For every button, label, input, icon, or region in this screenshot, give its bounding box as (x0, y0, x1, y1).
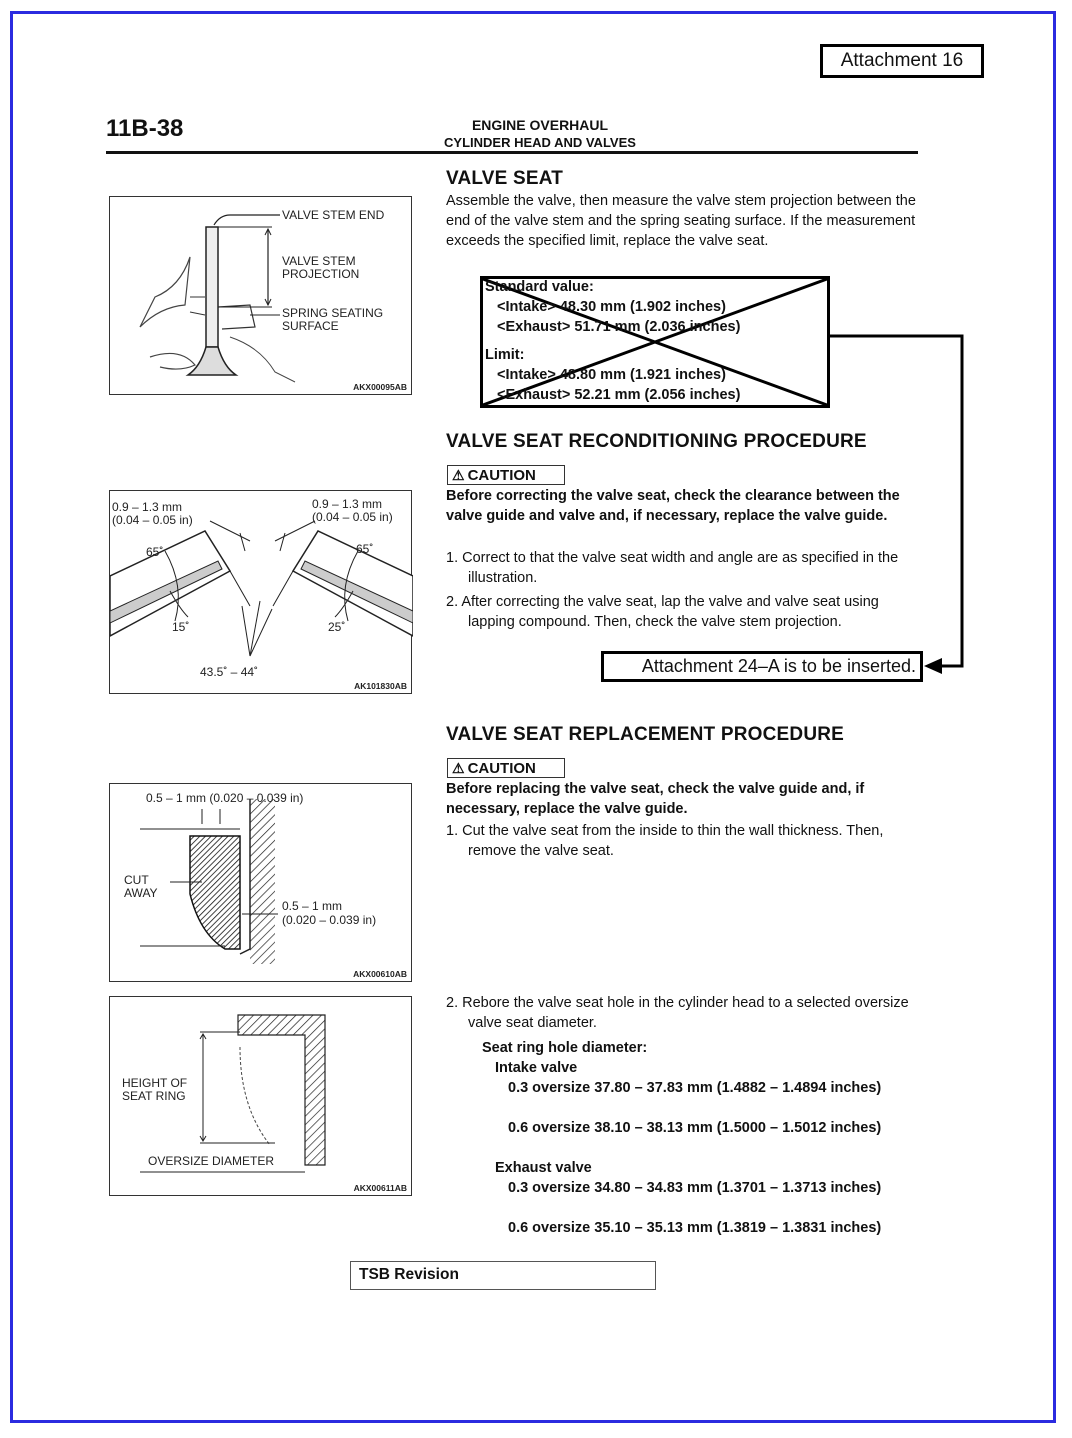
intake-valve-label: Intake valve (495, 1060, 578, 1076)
label-width-left-in: (0.04 – 0.05 in) (112, 513, 193, 527)
attachment-label: Attachment 16 (820, 44, 984, 78)
figure-code: AKX00095AB (353, 382, 407, 392)
label-valve-stem: VALVE STEM (282, 254, 356, 268)
recond-caution-label (447, 465, 565, 485)
header-section: ENGINE OVERHAUL (471, 117, 609, 133)
label-width-right-in: (0.04 – 0.05 in) (312, 510, 393, 524)
recond-steps (446, 548, 918, 636)
warning-triangle-icon: ⚠ (452, 467, 465, 483)
intake-06-oversize: 0.6 oversize 38.10 – 38.13 mm (1.5000 – 1.5012 inches) (508, 1120, 882, 1136)
standard-value-label: Standard value: (485, 279, 594, 295)
limit-label: Limit: (485, 347, 525, 363)
recond-title: VALVE SEAT RECONDITIONING PROCEDURE (446, 431, 867, 452)
label-away: AWAY (124, 886, 158, 900)
label-oversize-diameter: OVERSIZE DIAMETER (148, 1154, 275, 1168)
label-surface: SURFACE (282, 319, 339, 333)
label-seat-ring: SEAT RING (122, 1089, 186, 1103)
valve-stem-drawing (110, 197, 413, 396)
label-width-right-mm: 0.9 – 1.3 mm (312, 497, 383, 511)
label-height-of: HEIGHT OF (122, 1076, 188, 1090)
label-right-dimension-mm: 0.5 – 1 mm (282, 899, 343, 913)
figure-valve-stem-projection (109, 196, 412, 395)
spec-title: Seat ring hole diameter: (482, 1040, 648, 1056)
label-projection: PROJECTION (282, 267, 360, 281)
replace-step-2-list (446, 993, 918, 1037)
label-spring-seating: SPRING SEATING (282, 306, 384, 320)
recond-step-2: 2. After correcting the valve seat, lap the valve and valve seat using lapping compound. Then, check the valve stem projection. (446, 594, 879, 630)
header-subsection: CYLINDER HEAD AND VALVES (444, 135, 636, 150)
figure-code: AK101830AB (354, 681, 407, 691)
caution-text: CAUTION (467, 467, 536, 484)
replace-caution-label (447, 758, 565, 778)
label-angle-43: 43.5˚ – 44˚ (200, 665, 259, 679)
figure-cut-away (109, 783, 412, 982)
recond-caution-text: Before correcting the valve seat, check the clearance between the valve guide and valve and, if necessary, replace the valve guide. (446, 488, 900, 524)
replace-step-1-list (446, 821, 918, 865)
replace-step-2: 2. Rebore the valve seat hole in the cylinder head to a selected oversize valve seat diameter. (446, 995, 909, 1031)
lim-exhaust: <Exhaust> 52.21 mm (2.056 inches) (497, 387, 741, 403)
figure-oversize-diameter (109, 996, 412, 1196)
caution-text: CAUTION (467, 760, 536, 777)
figure-code: AKX00610AB (353, 969, 407, 979)
label-angle-25: 25˚ (328, 620, 346, 634)
label-width-left-mm: 0.9 – 1.3 mm (112, 500, 183, 514)
exhaust-06-oversize: 0.6 oversize 35.10 – 35.13 mm (1.3819 – 1.3831 inches) (508, 1220, 882, 1236)
replace-caution-text: Before replacing the valve seat, check the valve guide and, if necessary, replace the valve guide. (446, 781, 865, 817)
attachment-note: Attachment 24–A is to be inserted. (601, 651, 923, 682)
cut-away-drawing (110, 784, 413, 983)
intake-03-oversize: 0.3 oversize 37.80 – 37.83 mm (1.4882 – 1.4894 inches) (508, 1080, 882, 1096)
label-cut: CUT (124, 873, 149, 887)
exhaust-valve-label: Exhaust valve (495, 1160, 592, 1176)
figure-code: AKX00611AB (353, 1183, 407, 1193)
page-number: 11B-38 (106, 115, 184, 142)
standard-value-box (480, 276, 830, 408)
std-exhaust: <Exhaust> 51.71 mm (2.036 inches) (497, 319, 741, 335)
valve-seat-body: Assemble the valve, then measure the valve stem projection between the end of the valve stem and the spring seating surface. If the measurement exceeds the specified limit, replace the valve seat. (446, 193, 916, 249)
replace-title: VALVE SEAT REPLACEMENT PROCEDURE (446, 724, 845, 745)
valve-seat-title: VALVE SEAT (446, 168, 564, 189)
header-rule (106, 151, 918, 154)
replace-step-1: 1. Cut the valve seat from the inside to thin the wall thickness. Then, remove the valve seat. (446, 823, 884, 859)
label-valve-stem-end: VALVE STEM END (282, 208, 385, 222)
label-top-dimension: 0.5 – 1 mm (0.020 – 0.039 in) (146, 791, 304, 805)
label-angle-65-left: 65˚ (146, 545, 164, 559)
std-intake: <Intake> 48.30 mm (1.902 inches) (497, 299, 726, 315)
tsb-revision-box: TSB Revision (350, 1261, 656, 1290)
lim-intake: <Intake> 48.80 mm (1.921 inches) (497, 367, 726, 383)
label-angle-65-right: 65˚ (356, 542, 374, 556)
label-angle-15: 15˚ (172, 620, 190, 634)
label-right-dimension-in: (0.020 – 0.039 in) (282, 913, 377, 927)
recond-step-1: 1. Correct to that the valve seat width and angle are as specified in the illustration. (446, 550, 899, 586)
exhaust-03-oversize: 0.3 oversize 34.80 – 34.83 mm (1.3701 – 1.3713 inches) (508, 1180, 882, 1196)
warning-triangle-icon: ⚠ (452, 760, 465, 776)
figure-seat-angles (109, 490, 412, 694)
